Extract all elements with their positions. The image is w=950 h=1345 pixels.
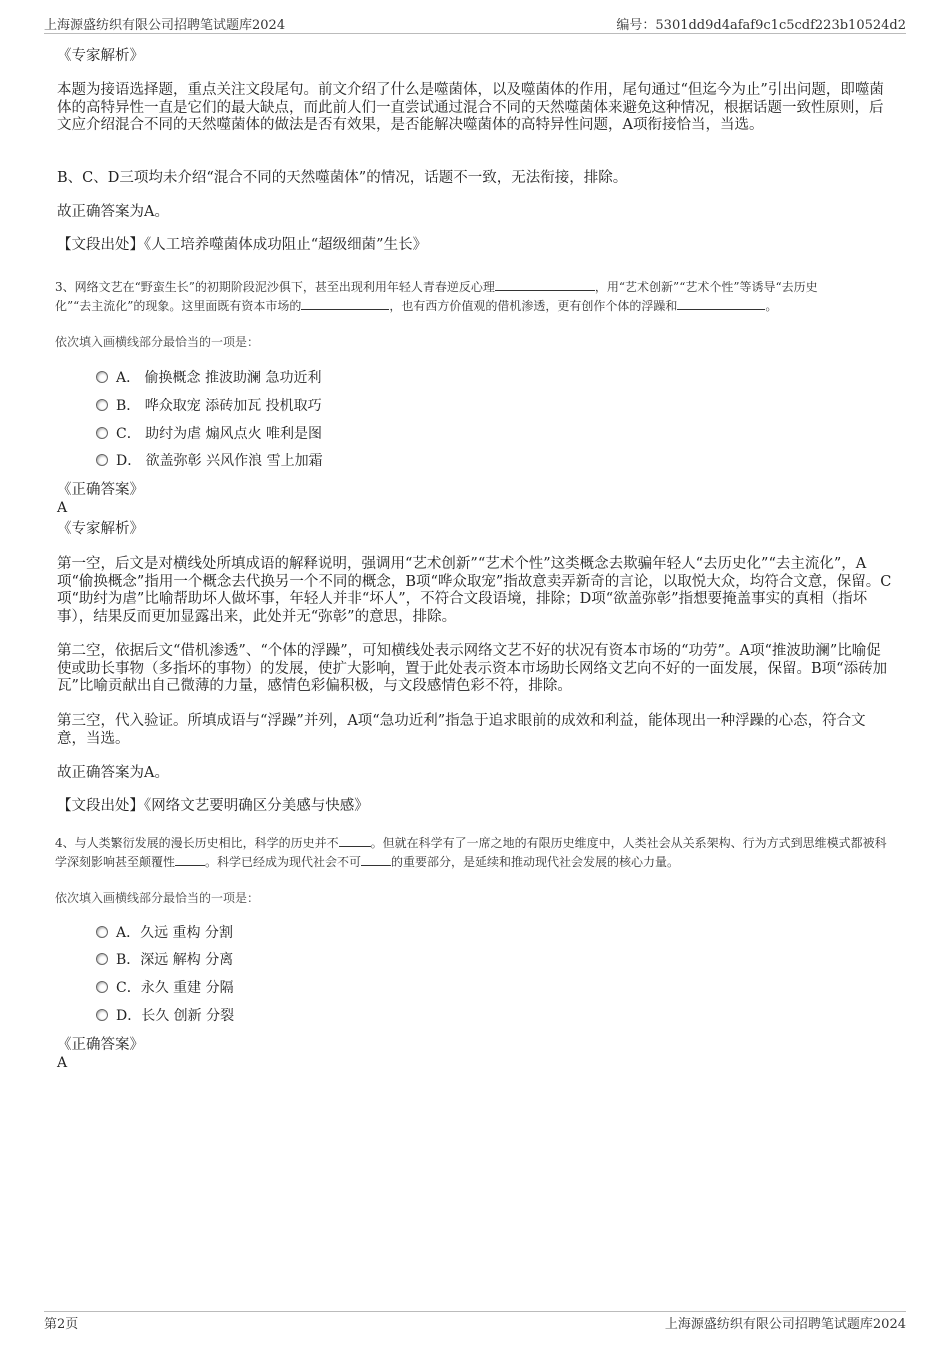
question-prompt: 依次填入画横线部分最恰当的一项是： — [55, 891, 260, 905]
analysis-paragraph: 第三空，代入验证。所填成语与“浮躁”并列，A项“急功近利”指急于追求眼前的成效和利益，能体现出一种浮躁的心态，符合文意，当选。 — [57, 713, 866, 747]
fill-blank — [175, 853, 205, 866]
answer-title: 《正确答案》 — [57, 482, 144, 498]
radio-icon[interactable] — [96, 399, 108, 411]
source-citation: 【文段出处】《网络文艺要明确区分美感与快感》 — [57, 798, 369, 814]
answer-value: A — [57, 500, 68, 516]
header-title: 上海源盛纺织有限公司招聘笔试题库2024 — [44, 18, 286, 33]
fill-blank — [361, 853, 391, 866]
header-divider — [44, 33, 906, 34]
radio-icon[interactable] — [96, 427, 108, 439]
option-d[interactable]: D． 欲盖弥彰 兴风作浪 雪上加霜 — [96, 452, 323, 470]
question-stem: 3、网络文艺在“野蛮生长”的初期阶段泥沙俱下，甚至出现利用年轻人青春逆反心理 ，用“艺术创新”“艺术个性”等诱导“去历史 化”“去主流化”的现象。这里面既有资本市场的 ，也有西方价值观的借机渗透，更有创作个体的浮躁和 。 — [55, 280, 818, 313]
question-prompt: 依次填入画横线部分最恰当的一项是： — [55, 335, 260, 349]
fill-blank — [339, 834, 371, 847]
answer-value: A — [57, 1055, 68, 1071]
radio-icon[interactable] — [96, 371, 108, 383]
radio-icon[interactable] — [96, 926, 108, 938]
fill-blank — [495, 278, 595, 291]
fill-blank — [677, 297, 765, 310]
question-stem: 4、与人类繁衍发展的漫长历史相比，科学的历史并不 。但就在科学有了一席之地的有限历史维度中，人类社会从关系架构、行为方式到思维模式都被科学深刻影响甚至颠覆性 。科学已经成为现代社会不可 的重要部分，是延续和推动现代社会发展的核心力量。 — [55, 836, 887, 869]
header-doc-id: 编号：5301dd9d4afaf9c1c5cdf223b10524d2 — [616, 18, 906, 33]
page-header — [44, 14, 906, 32]
page-footer — [44, 1313, 906, 1331]
fill-blank — [301, 297, 389, 310]
radio-icon[interactable] — [96, 981, 108, 993]
conclusion: 故正确答案为A。 — [57, 765, 169, 781]
option-c[interactable]: C． 助纣为虐 煽风点火 唯利是图 — [96, 425, 322, 443]
source-citation: 【文段出处】《人工培养噬菌体成功阻止“超级细菌”生长》 — [57, 237, 428, 253]
answer-title: 《正确答案》 — [57, 1037, 144, 1053]
analysis-paragraph: 本题为接语选择题，重点关注文段尾句。前文介绍了什么是噬菌体，以及噬菌体的作用，尾句通过“但迄今为止”引出问题，即噬菌体的高特异性一直是它们的最大缺点，而此前人们一直尝试通过混合不同的天然噬菌体来避免这种情况，根据话题一致性原则，后文应介绍混合不同的天然噬菌体的做法是否有效果，是否能解决噬菌体的高特异性问题，A项衔接恰当，当选。 — [57, 82, 884, 133]
option-b[interactable]: B．深远 解构 分离 — [96, 951, 233, 969]
analysis-title: 《专家解析》 — [57, 48, 144, 64]
radio-icon[interactable] — [96, 1009, 108, 1021]
analysis-title: 《专家解析》 — [57, 521, 144, 537]
radio-icon[interactable] — [96, 953, 108, 965]
option-b[interactable]: B． 哗众取宠 添砖加瓦 投机取巧 — [96, 397, 322, 415]
radio-icon[interactable] — [96, 454, 108, 466]
analysis-paragraph: 第一空，后文是对横线处所填成语的解释说明，强调用“艺术创新”“艺术个性”这类概念去欺骗年轻人“去历史化”“去主流化”，A项“偷换概念”指用一个概念去代换另一个不同的概念，B项“哗众取宠”指故意卖弄新奇的言论，以取悦大众，均符合文意，保留。C项“助纣为虐”比喻帮助坏人做坏事，年轻人并非“坏人”，不符合文段语境，排除；D项“欲盖弥彰”指想要掩盖事实的真相（指坏事），结果反而更加显露出来，此处并无“弥彰”的意思，排除。 — [57, 556, 892, 625]
option-d[interactable]: D．长久 创新 分裂 — [96, 1007, 234, 1025]
option-a[interactable]: A． 偷换概念 推波助澜 急功近利 — [96, 369, 321, 387]
analysis-paragraph: B、C、D三项均未介绍“混合不同的天然噬菌体”的情况，话题不一致，无法衔接，排除。 — [57, 170, 628, 186]
conclusion: 故正确答案为A。 — [57, 204, 169, 220]
analysis-paragraph: 第二空，依据后文“借机渗透”、“个体的浮躁”，可知横线处表示网络文艺不好的状况有资本市场的“功劳”。A项“推波助澜”比喻促使或助长事物（多指坏的事物）的发展，使扩大影响，置于此处表示资本市场助长网络文艺向不好的一面发展，保留。B项“添砖加瓦”比喻贡献出自己微薄的力量，感情色彩偏积极，与文段感情色彩不符，排除。 — [57, 643, 888, 694]
page-number: 第2页 — [44, 1317, 79, 1332]
option-a[interactable]: A．久远 重构 分割 — [96, 924, 233, 942]
footer-divider — [44, 1311, 906, 1312]
footer-title: 上海源盛纺织有限公司招聘笔试题库2024 — [664, 1317, 906, 1332]
option-c[interactable]: C．永久 重建 分隔 — [96, 979, 234, 997]
